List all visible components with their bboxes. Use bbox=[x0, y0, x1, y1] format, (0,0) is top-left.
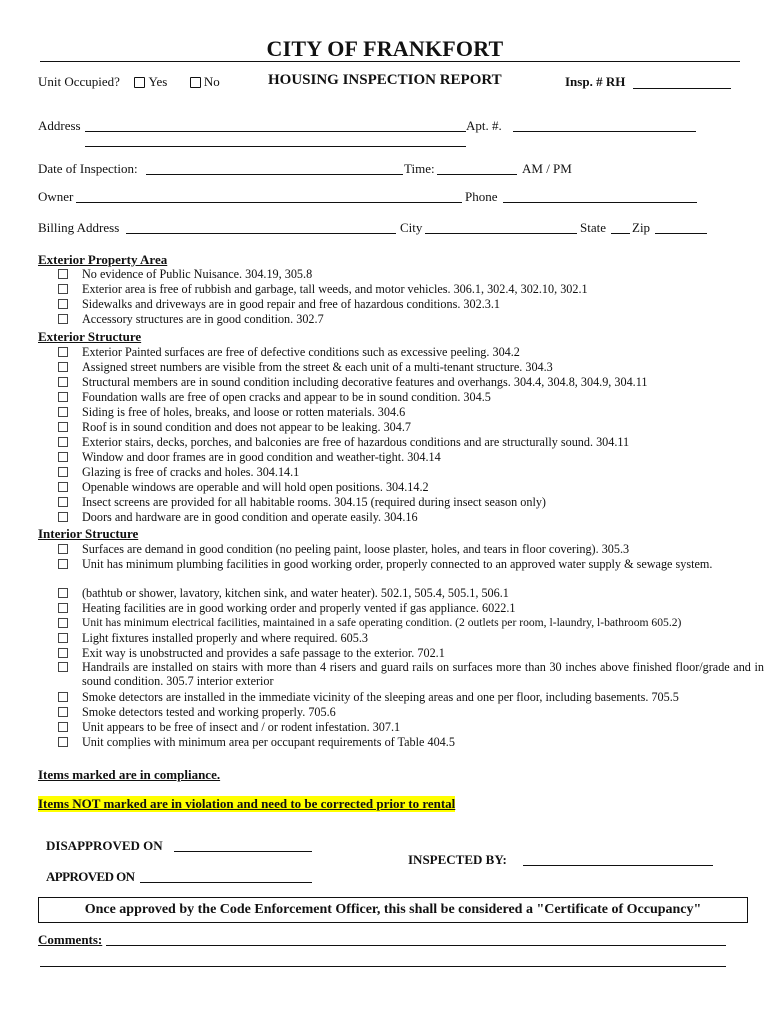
item-checkbox[interactable] bbox=[58, 559, 68, 569]
item-checkbox[interactable] bbox=[58, 269, 68, 279]
item-checkbox[interactable] bbox=[58, 377, 68, 387]
disapproved-label: DISAPPROVED ON bbox=[46, 838, 163, 853]
apt-label: Apt. #. bbox=[466, 118, 502, 133]
inspected-by-label: INSPECTED BY: bbox=[408, 852, 507, 867]
title-rule bbox=[40, 61, 740, 62]
item-checkbox[interactable] bbox=[58, 737, 68, 747]
item-checkbox[interactable] bbox=[58, 497, 68, 507]
date-field[interactable] bbox=[146, 174, 403, 175]
no-checkbox[interactable] bbox=[190, 77, 201, 88]
address-label: Address bbox=[38, 118, 81, 133]
item-checkbox[interactable] bbox=[58, 603, 68, 613]
compliance-note: Items marked are in compliance. bbox=[38, 767, 221, 782]
item-checkbox[interactable] bbox=[58, 722, 68, 732]
item-checkbox[interactable] bbox=[58, 692, 68, 702]
zip-label: Zip bbox=[632, 220, 651, 235]
section-title-exterior-property: Exterior Property Area bbox=[38, 252, 168, 267]
insp-number-field[interactable] bbox=[633, 88, 731, 89]
section-title-exterior-structure: Exterior Structure bbox=[38, 329, 142, 344]
item-checkbox[interactable] bbox=[58, 314, 68, 324]
comments-field[interactable] bbox=[106, 945, 726, 946]
item-checkbox[interactable] bbox=[58, 347, 68, 357]
phone-field[interactable] bbox=[503, 202, 697, 203]
ampm-label: AM / PM bbox=[522, 161, 572, 176]
item-checkbox[interactable] bbox=[58, 284, 68, 294]
time-field[interactable] bbox=[437, 174, 517, 175]
date-label: Date of Inspection: bbox=[38, 161, 138, 176]
city-title: CITY OF FRANKFORT bbox=[266, 36, 504, 61]
section-title-interior-structure: Interior Structure bbox=[38, 526, 139, 541]
inspected-by-field[interactable] bbox=[523, 865, 713, 866]
item-checkbox[interactable] bbox=[58, 299, 68, 309]
phone-label: Phone bbox=[465, 189, 498, 204]
comments-label: Comments: bbox=[38, 932, 103, 947]
item-checkbox[interactable] bbox=[58, 362, 68, 372]
item-checkbox[interactable] bbox=[58, 588, 68, 598]
owner-label: Owner bbox=[38, 189, 74, 204]
address-field-line2[interactable] bbox=[85, 146, 466, 147]
state-label: State bbox=[580, 220, 606, 235]
billing-field[interactable] bbox=[126, 233, 396, 234]
state-field[interactable] bbox=[611, 233, 630, 234]
no-label: No bbox=[203, 74, 220, 89]
city-label: City bbox=[400, 220, 423, 235]
item-checkbox[interactable] bbox=[58, 662, 68, 672]
disapproved-field[interactable] bbox=[174, 851, 312, 852]
apt-field[interactable] bbox=[513, 131, 696, 132]
yes-checkbox[interactable] bbox=[134, 77, 145, 88]
certificate-notice: Once approved by the Code Enforcement Officer, this shall be considered a "Certificate of Occupancy" bbox=[38, 897, 748, 923]
time-label: Time: bbox=[404, 161, 435, 176]
approved-label: APPROVED ON bbox=[46, 869, 135, 884]
item-checkbox[interactable] bbox=[58, 452, 68, 462]
item-checkbox[interactable] bbox=[58, 648, 68, 658]
item-checkbox[interactable] bbox=[58, 437, 68, 447]
yes-label: Yes bbox=[148, 74, 168, 89]
item-checkbox[interactable] bbox=[58, 633, 68, 643]
report-title: HOUSING INSPECTION REPORT bbox=[268, 72, 502, 88]
item-checkbox[interactable] bbox=[58, 467, 68, 477]
approved-field[interactable] bbox=[140, 882, 312, 883]
item-checkbox[interactable] bbox=[58, 707, 68, 717]
item-checkbox[interactable] bbox=[58, 392, 68, 402]
item-checkbox[interactable] bbox=[58, 482, 68, 492]
unit-occupied-label: Unit Occupied? bbox=[38, 74, 120, 89]
zip-field[interactable] bbox=[655, 233, 707, 234]
address-field[interactable] bbox=[85, 131, 466, 132]
violation-note: Items NOT marked are in violation and need to be corrected prior to rental bbox=[38, 796, 456, 811]
insp-number-label: Insp. # RH bbox=[565, 74, 626, 89]
item-checkbox[interactable] bbox=[58, 422, 68, 432]
item-checkbox[interactable] bbox=[58, 512, 68, 522]
billing-label: Billing Address bbox=[38, 220, 120, 235]
item-checkbox[interactable] bbox=[58, 407, 68, 417]
item-checkbox[interactable] bbox=[58, 544, 68, 554]
item-checkbox[interactable] bbox=[58, 618, 68, 628]
owner-field[interactable] bbox=[76, 202, 462, 203]
city-field[interactable] bbox=[425, 233, 577, 234]
comments-field-line2[interactable] bbox=[40, 966, 726, 967]
unit-occupied-group bbox=[38, 74, 220, 90]
